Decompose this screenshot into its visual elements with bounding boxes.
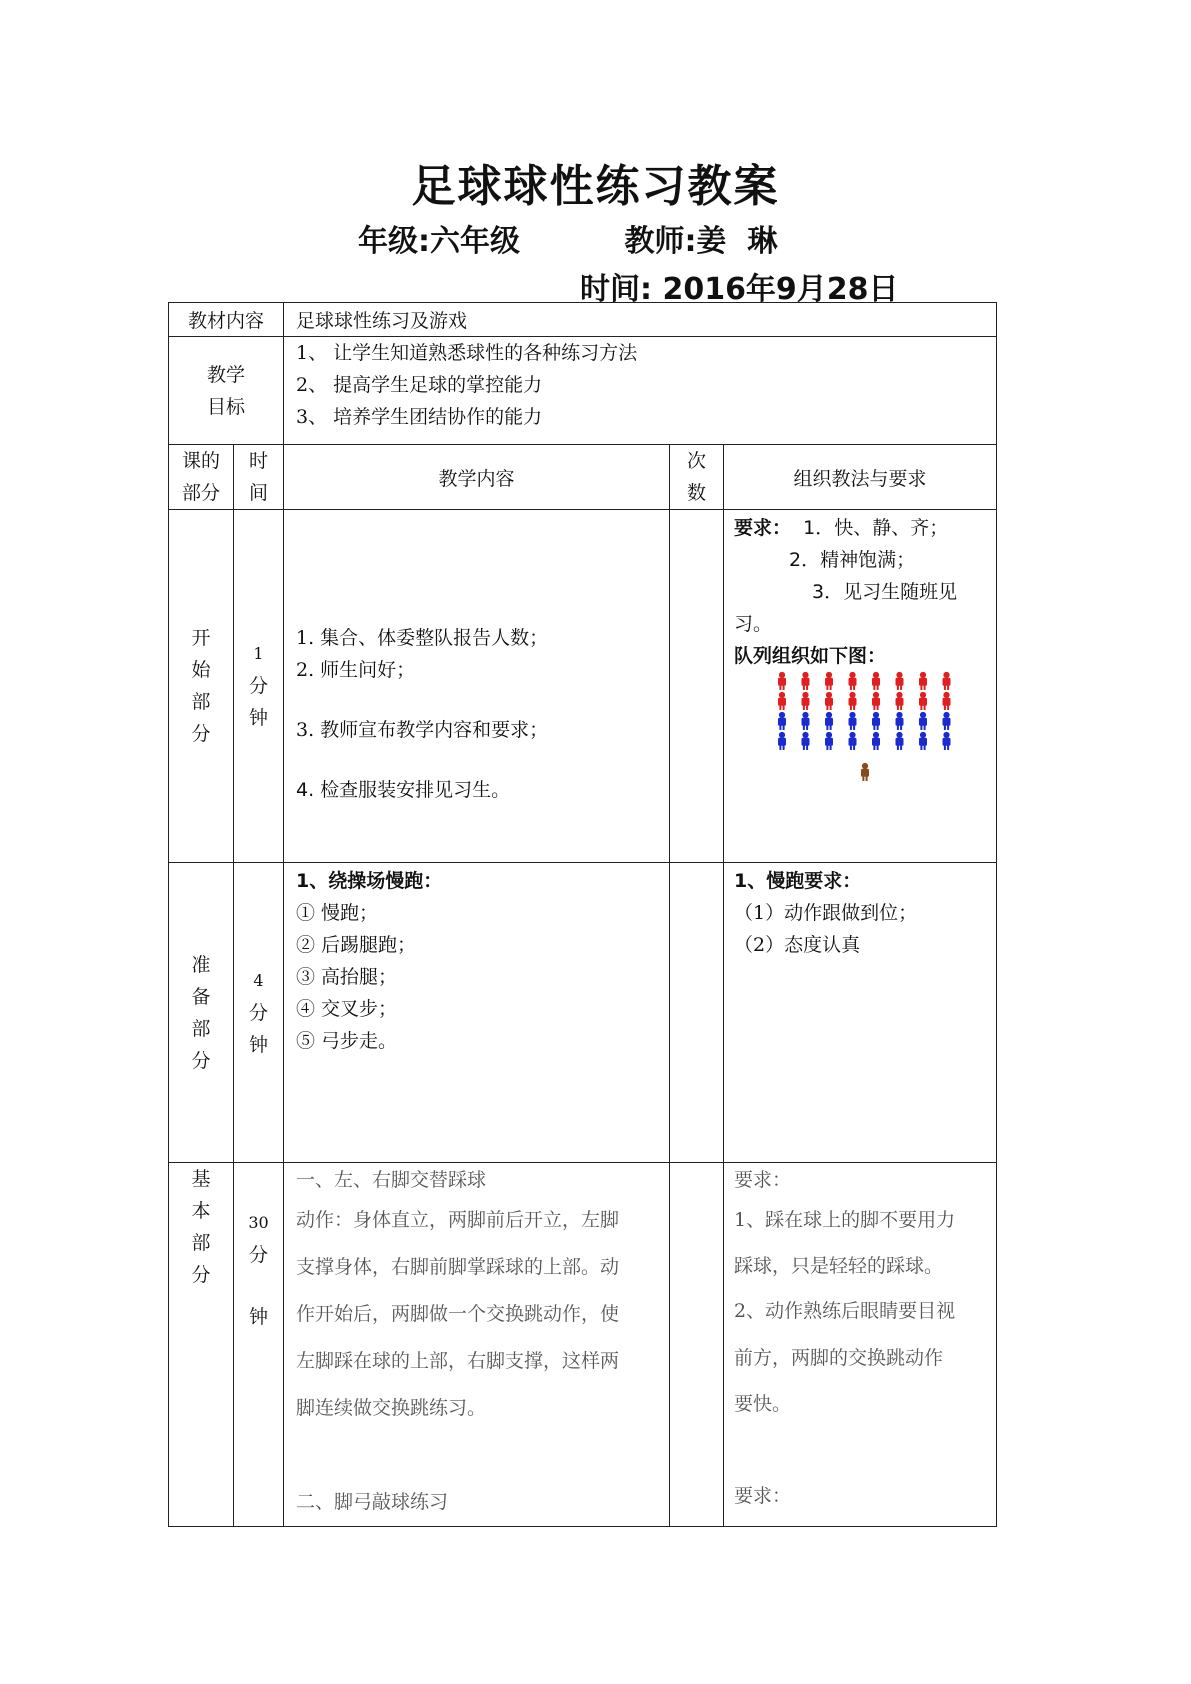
- goal-label: [169, 337, 284, 445]
- method-item: 2．精神饱满；: [789, 549, 916, 571]
- part-char: 部: [191, 1017, 211, 1040]
- girl-figure: [826, 672, 833, 690]
- content-item: 1. 集合、体委整队报告人数；: [296, 627, 549, 649]
- girl-figure: [920, 672, 927, 690]
- header-time-line: 间: [249, 482, 269, 504]
- time-char: 分: [249, 1244, 269, 1266]
- goal-label-line: 教学: [207, 363, 246, 386]
- girl-figure: [920, 692, 927, 710]
- method-title: 1、慢跑要求：: [734, 870, 862, 892]
- header-method: 组织教法与要求: [724, 445, 997, 510]
- header-part: [169, 445, 234, 510]
- content-item: ① 慢跑；: [296, 902, 379, 924]
- header-count-line: 次: [687, 450, 707, 472]
- content-item: 作开始后，两脚做一个交换跳动作，使: [296, 1303, 620, 1325]
- material-row: [169, 303, 997, 337]
- method-item: （2）态度认真: [734, 934, 861, 956]
- girl-figure: [896, 672, 903, 690]
- warmup-count: [670, 863, 724, 1163]
- boy-figure: [873, 732, 880, 750]
- time-value: 30: [248, 1213, 269, 1232]
- part-char: 开: [191, 627, 211, 649]
- header-count-line: 数: [687, 482, 707, 504]
- goals-cell: [284, 337, 997, 445]
- content-item: 动作：身体直立，两脚前后开立，左脚: [296, 1209, 620, 1231]
- part-char: 部: [191, 691, 211, 713]
- header-part-line: 部分: [181, 482, 220, 504]
- time-value: 4: [253, 970, 264, 990]
- method-item: 1、踩在球上的脚不要用力: [734, 1209, 956, 1231]
- main-content: [284, 1163, 670, 1527]
- time-char: 分: [249, 675, 269, 697]
- part-char: 始: [191, 659, 211, 681]
- boy-figure: [849, 732, 856, 750]
- boy-figure: [849, 712, 856, 730]
- header-count: [670, 445, 724, 510]
- teacher-figure: [862, 763, 869, 781]
- goal-label-line: 目标: [207, 395, 246, 418]
- content-item: ③ 高抬腿；: [296, 966, 398, 988]
- boy-figure: [896, 712, 903, 730]
- time-char: 钟: [249, 707, 269, 729]
- goal-item: 2、 提高学生足球的掌控能力: [296, 374, 543, 396]
- material-label: 教材内容: [169, 303, 284, 337]
- part-char: 部: [191, 1232, 211, 1254]
- content-title: 1、绕操场慢跑：: [296, 870, 443, 892]
- method-title: 要求：: [734, 517, 792, 539]
- header-part-line: 课的: [181, 450, 220, 472]
- time-char: 分: [249, 1001, 269, 1024]
- part-char: 分: [191, 1264, 211, 1286]
- girl-figure: [896, 692, 903, 710]
- warmup-content: [284, 863, 670, 1163]
- warmup-time: [234, 863, 284, 1163]
- method-item: （1）动作跟做到位；: [734, 902, 918, 924]
- boy-figure: [779, 732, 786, 750]
- part-char: 本: [191, 1200, 211, 1222]
- goal-item: 1、 让学生知道熟悉球性的各种练习方法: [296, 342, 638, 364]
- girl-figure: [849, 672, 856, 690]
- girl-figure: [826, 692, 833, 710]
- method-item: 前方，两脚的交换跳动作: [734, 1347, 944, 1369]
- material-value: 足球球性练习及游戏: [284, 303, 997, 337]
- part-char: 分: [191, 723, 211, 745]
- girl-figure: [873, 672, 880, 690]
- boy-figure: [802, 732, 809, 750]
- method-item: 3．见习生随班见: [812, 581, 958, 603]
- part-char: 备: [191, 985, 211, 1008]
- figure-caption: 队列组织如下图：: [734, 645, 887, 667]
- boy-figure: [779, 712, 786, 730]
- time-char: 钟: [249, 1033, 269, 1056]
- boy-figure: [920, 732, 927, 750]
- girl-figure: [873, 692, 880, 710]
- content-item: [296, 1432, 669, 1479]
- time-value: 1: [253, 644, 264, 663]
- boy-figure: [873, 712, 880, 730]
- content-item: 左脚踩在球的上部，右脚支撑，这样两: [296, 1350, 620, 1372]
- part-char: 基: [191, 1168, 211, 1190]
- content-item: ⑤ 弓步走。: [296, 1030, 398, 1052]
- content-item: 3. 教师宣布教学内容和要求；: [296, 719, 549, 741]
- content-item: 一、左、右脚交替踩球: [296, 1169, 487, 1191]
- method-item: 要求：: [734, 1485, 792, 1507]
- content-item: ② 后踢腿跑；: [296, 934, 417, 956]
- opening-part: [169, 510, 234, 863]
- lesson-plan-table: [168, 302, 997, 1527]
- main-count: [670, 1163, 724, 1527]
- method-item: 踩球，只是轻轻的踩球。: [734, 1255, 944, 1277]
- boy-figure: [920, 712, 927, 730]
- boy-figure: [943, 712, 950, 730]
- warmup-part: [169, 863, 234, 1163]
- content-item: ④ 交叉步；: [296, 998, 398, 1020]
- girl-figure: [779, 672, 786, 690]
- main-time: [234, 1163, 284, 1527]
- content-item: 支撑身体，右脚前脚掌踩球的上部。动: [296, 1256, 620, 1278]
- opening-count: [670, 510, 724, 863]
- grade-teacher-line: 年级:六年级 教师:姜 琳: [358, 224, 778, 259]
- goal-item: 3、 培养学生团结协作的能力: [296, 406, 543, 428]
- header-time: [234, 445, 284, 510]
- document-title: 足球球性练习教案: [411, 161, 780, 212]
- content-item: 4. 检查服装安排见习生。: [296, 779, 511, 801]
- date-line: 时间: 2016年9月28日: [580, 272, 899, 307]
- main-row: [169, 1163, 997, 1527]
- boy-figure: [826, 732, 833, 750]
- content-item: 二、脚弓敲球练习: [296, 1491, 449, 1513]
- method-item: 习。: [734, 613, 773, 635]
- method-item: 1．快、静、齐；: [803, 517, 949, 539]
- girl-figure: [943, 692, 950, 710]
- method-item: 要快。: [734, 1393, 792, 1415]
- main-part: [169, 1163, 234, 1527]
- boy-figure: [826, 712, 833, 730]
- method-item: 2、动作熟练后眼睛要目视: [734, 1300, 956, 1322]
- warmup-row: [169, 863, 997, 1163]
- time-char: 钟: [249, 1306, 269, 1328]
- opening-row: [169, 510, 997, 863]
- girl-figure: [802, 692, 809, 710]
- girl-figure: [849, 692, 856, 710]
- boy-figure: [896, 732, 903, 750]
- method-item: [734, 1426, 988, 1473]
- header-time-line: 时: [249, 450, 269, 472]
- part-char: 准: [191, 953, 211, 976]
- goals-row: [169, 337, 997, 445]
- formation-diagram: [740, 672, 990, 790]
- opening-method: [724, 510, 997, 863]
- method-item: 要求：: [734, 1169, 792, 1191]
- opening-content: [284, 510, 670, 863]
- girl-figure: [779, 692, 786, 710]
- main-method: [724, 1163, 997, 1527]
- header-row: [169, 445, 997, 510]
- girl-figure: [802, 672, 809, 690]
- header-content: 教学内容: [284, 445, 670, 510]
- girl-figure: [943, 672, 950, 690]
- warmup-method: [724, 863, 997, 1163]
- opening-time: [234, 510, 284, 863]
- boy-figure: [943, 732, 950, 750]
- boy-figure: [802, 712, 809, 730]
- content-item: 2. 师生问好；: [296, 659, 416, 681]
- part-char: 分: [191, 1049, 211, 1072]
- content-item: 脚连续做交换跳练习。: [296, 1397, 487, 1419]
